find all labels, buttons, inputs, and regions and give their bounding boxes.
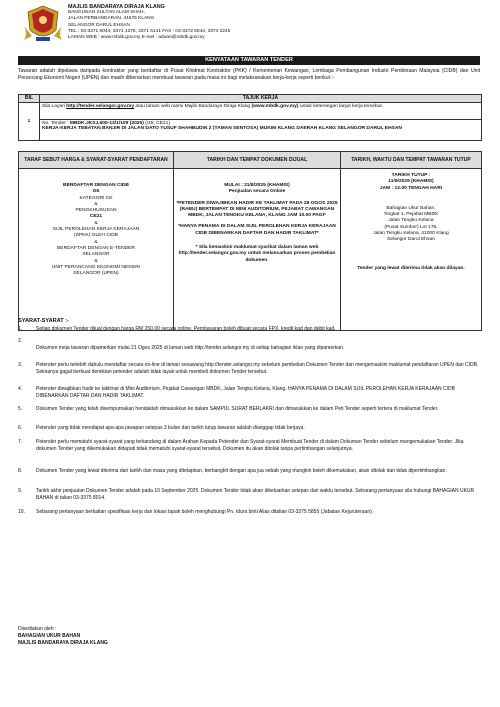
- reg-line: (SPKK) OLEH CIDB: [73, 233, 119, 239]
- tender-link[interactable]: http://tender.selangor.gov.my: [66, 104, 135, 109]
- registration-cell: [19, 169, 174, 331]
- department-name: BAHAGIAN UKUR BAHAN: [18, 633, 81, 639]
- condition-text: Setiap dokumen Tender dijual dengan harga RM 250.00 secara online. Pembayaran boleh dibuat secara FPX, kredit kad dan debit kad.: [36, 326, 336, 332]
- conditions-title: SYARAT-SYARAT :-: [18, 318, 69, 324]
- closing-address: Tingkat 1, Pejabat MBDK: [383, 212, 439, 218]
- col-sale: TARIKH DAN TEMPAT DOKUMEN DIJUAL: [174, 152, 341, 169]
- info-note: [40, 103, 482, 120]
- col-registration: TARAF SEBUT HARGA & SYARAT-SYARAT PENDAFTARAN: [19, 152, 174, 169]
- web-line: LAMAN WEB : www.mbdk.gov.my E-mel : aduan@mbdk.gov.my: [68, 35, 205, 41]
- mbdk-link[interactable]: (www.mbdk.gov.my): [251, 104, 299, 109]
- sale-online: Penjualan secara Online: [228, 189, 286, 195]
- closing-address: (Pusat Sumber) Lot 175,: [384, 224, 438, 230]
- late-notice: Tender yang lewat diterima tidak akan dilayan.: [357, 265, 465, 271]
- condition-number: 5.: [18, 406, 23, 412]
- condition-number: 2.: [18, 338, 23, 344]
- reg-line: &: [94, 220, 98, 226]
- reg-line: PENGKHUSUSAN: [75, 208, 117, 214]
- closing-address: Jalan Tengku Kelana: [388, 218, 434, 224]
- condition-number: 10.: [18, 509, 25, 515]
- condition-item: [18, 386, 482, 399]
- condition-item: [18, 362, 482, 375]
- condition-text: Petender yang tidak mendapat apa-apa jawapan selepas 3 bulan dari tarikh tutup tawaran adalah dianggap tidak berjaya.: [36, 425, 305, 431]
- condition-number: 7.: [18, 439, 23, 445]
- condition-item: [18, 439, 482, 452]
- work-title-cell: [40, 120, 482, 141]
- work-table: [18, 94, 482, 141]
- reg-line: SELANGOR (UPEN): [73, 271, 119, 277]
- reg-line: KATEGORI CE: [79, 195, 113, 201]
- condition-text: Sebarang pertanyaan berkaitan spesifikasi kerja dan lokasi tapak boleh menghubungi Pn. Idura binti Alias ditalian 03-3375 5855 (Jabatan Kejuruteraan).: [36, 509, 374, 515]
- condition-number: 4.: [18, 386, 23, 392]
- reg-line: G5: [92, 189, 100, 195]
- address-line: BANGUNAN SULTAN ALAM SHAH,: [68, 10, 145, 16]
- address-line: JALAN PERBANDARAN, 41675 KLANG: [68, 16, 155, 22]
- closing-date: 11/9/2025 (KHAMIS): [388, 179, 434, 185]
- tender-grade: (G5; CE21): [143, 121, 170, 126]
- note-text: Sila Layari: [42, 104, 67, 109]
- signature-block: [18, 626, 108, 647]
- prepared-by: Disediakan oleh :: [18, 626, 57, 632]
- condition-text: Petender perlu terlebih dahulu mendaftar secara on-line di laman sesawang http://tender.selangor.my sebelum pembelian Dokumen Tender dan mengemaskini maklumat pendaftaran UPEN dan CIDB. Sekiranya gagal berbuat demikian petender adalah tidak layak untuk membeli dokumen Tender tersebut.: [36, 362, 479, 375]
- closing-address: Bahagian Ukur Bahan,: [386, 205, 436, 211]
- condition-item: [18, 468, 482, 475]
- org-name: MAJLIS BANDARAYA DIRAJA KLANG: [68, 4, 165, 10]
- work-title: KERJA-KERJA TEBATAN BANJIR DI JALAN DATO YUSUF SHAHBUDIN 2 (TAMAN SENTOSA) MUKIM KLANG DAERAH KLANG SELANGOR DARUL EHSAN: [42, 126, 402, 131]
- condition-item: [18, 509, 482, 516]
- reg-line: SIJIL PEROLEHAN KERJA KERAJAAN: [52, 227, 140, 233]
- reg-line: BERDAFTAR DENGAN CIDB: [63, 183, 129, 188]
- condition-number: 3.: [18, 362, 23, 368]
- closing-cell: [341, 169, 482, 331]
- bil-number: 1: [19, 103, 40, 141]
- closing-label: TARIKH TUTUP :: [391, 173, 431, 178]
- note-text: untuk keterangan lanjut kerja tersebut.: [298, 104, 384, 109]
- letterhead: [68, 4, 230, 41]
- reg-line: BERDAFTAR DENGAN E-TENDER: [57, 245, 135, 251]
- condition-number: 8.: [18, 468, 23, 474]
- reg-line: SELANGOR: [82, 252, 110, 258]
- tender-no-label: No. Tender :: [42, 121, 70, 126]
- closing-address: Selangor Darul Ehsan: [387, 237, 435, 243]
- closing-address: Jalan Tengku Kelana, 41000 Klang: [373, 231, 449, 237]
- condition-item: [18, 338, 482, 352]
- reg-line: &: [94, 258, 98, 264]
- sale-date: MULAI : 21/8/2025 (KHAMIS): [224, 183, 290, 188]
- reg-line: &: [94, 201, 98, 207]
- condition-text: Dokumen Tender yang lewat diterima dari tarikh dan masa yang ditetapkan, berbangkit dengan apa jua sebab yang mungkin boleh dikemukakan, akan ditolak dan tidak dipertimbangkan.: [36, 468, 447, 474]
- condition-text: Dokumen meja tawaran dipamerkan mulai 21 Ogos 2025 di laman web http://tender.selangor.my di setiap bahagian iklan yang dipamerkan.: [36, 345, 345, 351]
- council-name: MAJLIS BANDARAYA DIRAJA KLANG: [18, 640, 108, 646]
- mbdk-crest-logo: [22, 4, 64, 44]
- notice-title: KENYATAAN TAWARAN TENDER: [18, 56, 480, 65]
- contact-line: TEL : 03-3371 6044, 3371 1376, 3371 6141 FAX : 03-3372 6044, 3374 2245: [68, 28, 231, 34]
- closing-time: JAM : 12.00 TENGAH HARI: [379, 185, 443, 191]
- reg-line: CE21: [89, 214, 103, 220]
- tender-details-table: [18, 151, 482, 331]
- note-text: atau laman web rasmi Majlis Bandaraya Diraja Klang: [134, 104, 252, 109]
- tender-no: MBDK.JKSJ.600-13/1/109 (2025): [69, 121, 144, 126]
- address-line: SELANGOR DARUL EHSAN: [68, 22, 130, 28]
- condition-item: [18, 425, 482, 432]
- condition-number: 9.: [18, 488, 23, 494]
- condition-item: [18, 406, 482, 413]
- condition-text: Tarikh akhir penjualan Dokumen Tender adalah pada 10 September 2025. Dokumen Tender tidak akan dikeluarkan selepas dari waktu tersebut. Sebarang pertanyaan sila hubungi BAHAGIAN UKUR BAHAN di talian 03-3375 8014.: [36, 488, 475, 501]
- col-tajuk: TAJUK KERJA: [40, 95, 482, 103]
- condition-item: [18, 326, 482, 333]
- col-bil: BIL: [19, 95, 40, 103]
- sale-cell: [174, 169, 341, 331]
- condition-text: Petender perlu mematuhi syarat-syarat yang terkandung di dalam Arahan Kepada Petender dan Syarat-syarat Membuat Tender di dalam Dokumen Tender sebelum mengemukakan Tender. Jika dokumen Tender yang dikemukakan didapati tidak mematuhi syarat-syarat tersebut, Dokumen itu akan ditolak tanpa pertimbangan selanjutnya.: [36, 439, 464, 452]
- condition-number: 6.: [18, 425, 23, 431]
- reg-line: &: [94, 239, 98, 245]
- condition-text: Dokumen Tender yang telah disempurnakan hendaklah dimasukkan ke dalam SAMPUL SURAT BERLAKRI dan dimasukkan ke dalam Peti Tender seperti tertera di maklumat Tender.: [36, 406, 439, 412]
- col-closing: TARIKH, WAKTU DAN TEMPAT TAWARAN TUTUP: [341, 152, 482, 169]
- condition-item: [18, 488, 482, 501]
- update-notice: * Sila kemaskini maklumat syarikat dalam laman web http://tender.selangor.gov.my untuk melancarkan proses pembelian dokumen.: [178, 245, 336, 263]
- condition-text: Petender diwajibkan hadir ke taklimat di Mini Auditorium, Pejabat Cawangan MBDK, Jalan Tengku Kelana, Klang. HANYA PENAMA DI DALAM SIJIL PEROLEHAN KERJA KERAJAAN CIDB DIBENARKAN DAFTAR DAN HADIR TAKLIMAT.: [36, 386, 455, 399]
- intro-paragraph: Tawaran adalah dipelawa daripada kontraktor yang berdaftar di Pusat Khidmat Kontraktor (PKK) / Kementerian Kewangan, Lembaga Pembangunan Industri Pembinaan Malaysia (CIDB) dan Unit Perancang Ekonomi Negeri (UPEN) dan masih dibenarkan membuat tawaran pada masa ini bagi melaksanakan kerja-kerja seperti berikut :-: [18, 68, 480, 82]
- attendance-notice: *HANYA PENAMA DI DALAM SIJIL PEROLEHAN KERJA KERAJAAN CIDB DIBENARKAN DAFTAR DAN HADIR TAKLIMAT*: [178, 224, 336, 236]
- briefing-notice: *PETENDER DIWAJIBKAN HADIR KE TAKLIMAT PADA 28 OGOS 2025 (RABU) BERTEMPAT DI MINI AUDITORIUM, PEJABAT CAWANGAN MBDK, JALAN TENGKU KELANA, KLANG JAM 10.00 PAGI*: [176, 200, 338, 219]
- condition-number: 1.: [18, 326, 23, 332]
- reg-line: UNIT PERANCANG EKONOMI NEGERI: [51, 264, 141, 270]
